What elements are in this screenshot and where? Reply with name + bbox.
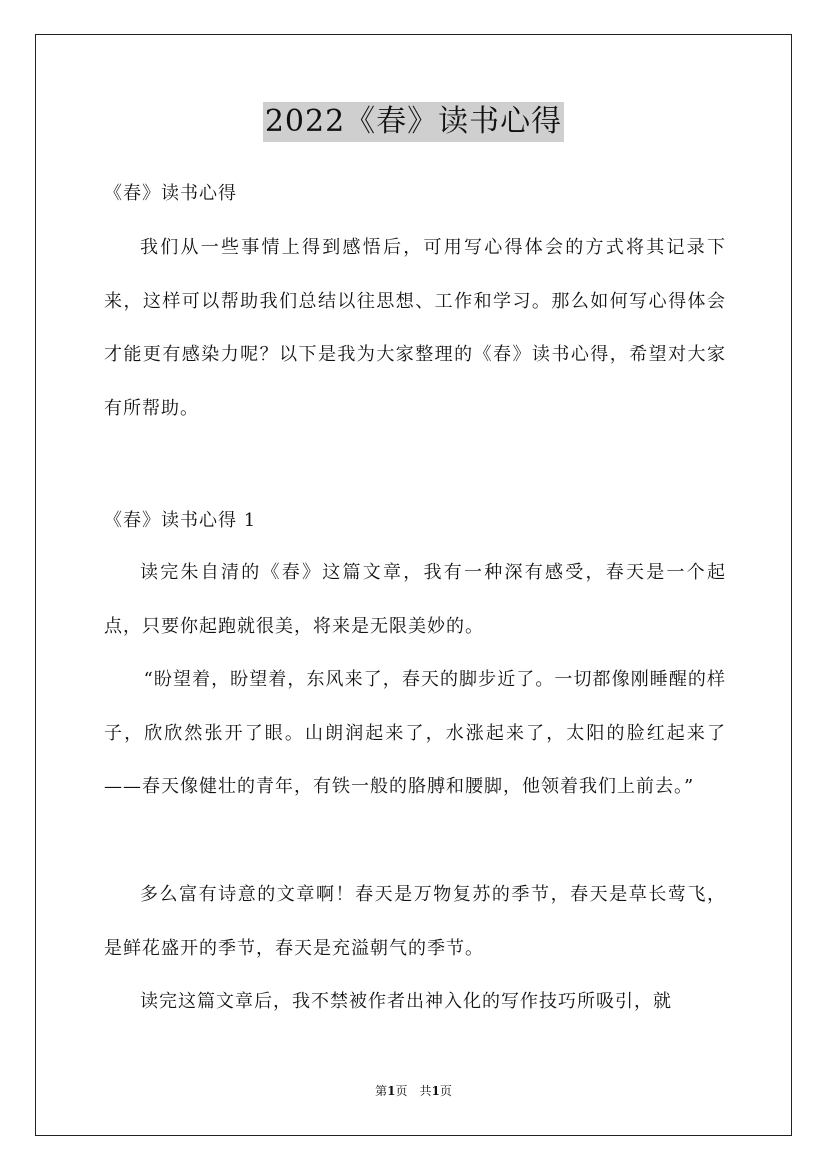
section1-paragraph-4: 读完这篇文章后，我不禁被作者出神入化的写作技巧所吸引，就 [140, 991, 672, 1012]
section1-paragraph-3: 多么富有诗意的文章啊！春天是万物复苏的季节，春天是草长莺飞，是鲜花盛开的季节，春天是充溢朝气的季节。 [104, 884, 726, 959]
intro-paragraph: 我们从一些事情上得到感悟后，可用写心得体会的方式将其记录下来，这样可以帮助我们总结以往思想、工作和学习。那么如何写心得体会才能更有感染力呢？以下是我为大家整理的《春》读书心得，希望对大家有所帮助。 [104, 237, 726, 419]
footer-page-mid: 页 共 [395, 1084, 432, 1098]
section1-paragraph-1: 读完朱自清的《春》这篇文章，我有一种深有感受，春天是一个起点，只要你起跑就很美，将来是无限美妙的。 [104, 562, 726, 637]
footer-page-current: 1 [387, 1084, 396, 1098]
document-title [0, 102, 827, 142]
section-heading-1: 《春》读书心得 1 [104, 510, 257, 531]
page-footer [0, 1083, 827, 1099]
footer-page-suffix: 页 [439, 1084, 452, 1098]
section1-paragraph-quote: “盼望着，盼望着，东风来了，春天的脚步近了。一切都像刚睡醒的样子，欣欣然张开了眼。山朗润起来了，水涨起来了，太阳的脸红起来了——春天像健壮的青年，有铁一般的胳膊和腰脚，他领着我们上前去。” [104, 669, 726, 797]
footer-page-prefix: 第 [375, 1084, 388, 1098]
footer-page-total: 1 [431, 1084, 440, 1098]
document-title-text: 2022《春》读书心得 [263, 102, 564, 142]
intro-heading: 《春》读书心得 [104, 183, 237, 204]
